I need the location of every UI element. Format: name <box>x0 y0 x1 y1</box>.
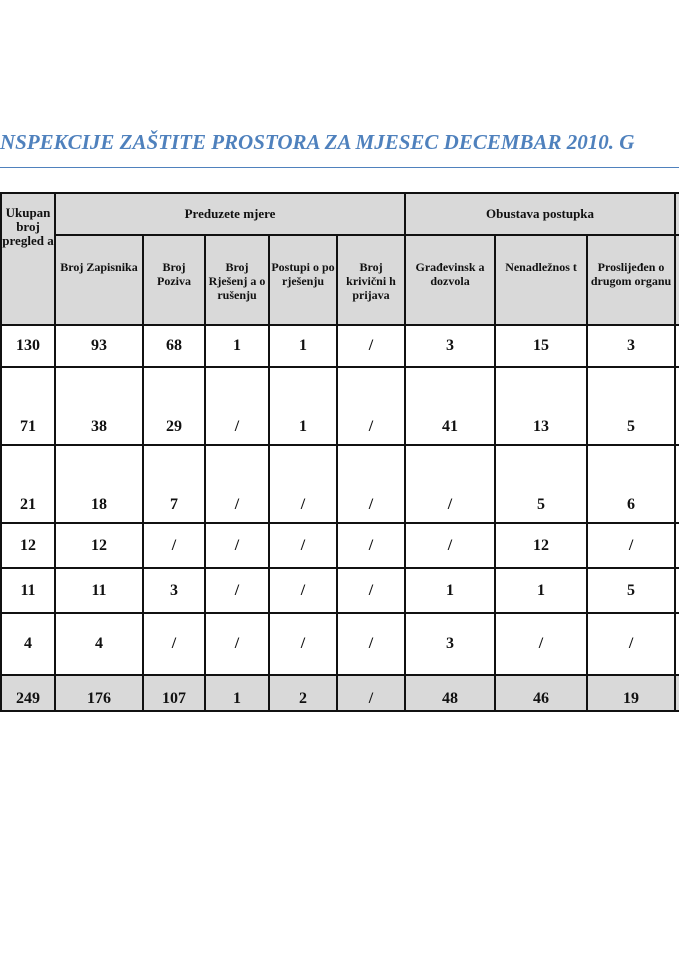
inspection-table <box>0 192 679 712</box>
table-cell: 68 <box>143 325 205 367</box>
table-cell: 12 <box>1 523 55 568</box>
total-cell: 48 <box>405 675 495 711</box>
table-cell: / <box>337 445 405 523</box>
table-cell: 1 <box>205 325 269 367</box>
table-cell: / <box>143 523 205 568</box>
table-cell: / <box>405 445 495 523</box>
table-row <box>1 523 679 568</box>
table-cell: 15 <box>495 325 587 367</box>
table-cell-cut <box>675 367 679 445</box>
column-header: Broj krivični h prijava <box>337 235 405 325</box>
table-cell: 1 <box>269 325 337 367</box>
table-cell: / <box>269 445 337 523</box>
table-cell: 6 <box>587 445 675 523</box>
table-cell: / <box>587 523 675 568</box>
table-cell: / <box>205 367 269 445</box>
table-cell: / <box>337 367 405 445</box>
header-ukupan: Ukupan broj pregled a <box>1 193 55 325</box>
table-cell: / <box>337 613 405 675</box>
total-cell: 19 <box>587 675 675 711</box>
table-cell: 21 <box>1 445 55 523</box>
column-header: Broj Rješenj a o rušenju <box>205 235 269 325</box>
table-cell: 3 <box>405 325 495 367</box>
table-cell: / <box>337 568 405 613</box>
table-cell: 38 <box>55 367 143 445</box>
table-cell: 3 <box>405 613 495 675</box>
table-cell: 1 <box>405 568 495 613</box>
table-cell-cut <box>675 325 679 367</box>
column-header: Građevinsk a dozvola <box>405 235 495 325</box>
table-cell: 18 <box>55 445 143 523</box>
table-cell: 12 <box>495 523 587 568</box>
table-cell: 11 <box>55 568 143 613</box>
table-cell: / <box>587 613 675 675</box>
column-header: Nenadležnos t <box>495 235 587 325</box>
table-cell: 29 <box>143 367 205 445</box>
header-preduzete-mjere: Preduzete mjere <box>55 193 405 235</box>
table-cell: 41 <box>405 367 495 445</box>
table-cell: 4 <box>1 613 55 675</box>
table-row <box>1 367 679 445</box>
table-cell: 11 <box>1 568 55 613</box>
header-cut <box>675 193 679 235</box>
total-cell: 107 <box>143 675 205 711</box>
table-cell-cut <box>675 568 679 613</box>
total-cell: 176 <box>55 675 143 711</box>
table-cell: 1 <box>269 367 337 445</box>
table-cell: / <box>269 613 337 675</box>
table-cell-cut <box>675 613 679 675</box>
header-obustava-postupka: Obustava postupka <box>405 193 675 235</box>
total-cell: 2 <box>269 675 337 711</box>
column-header: Postupi o po rješenju <box>269 235 337 325</box>
table-cell: 5 <box>587 367 675 445</box>
table-row <box>1 568 679 613</box>
table-cell: / <box>405 523 495 568</box>
table-cell: 3 <box>587 325 675 367</box>
table-row <box>1 445 679 523</box>
table-row <box>1 325 679 367</box>
table-row <box>1 613 679 675</box>
table-cell: 93 <box>55 325 143 367</box>
column-header: Broj Zapisnika <box>55 235 143 325</box>
total-cell: 1 <box>205 675 269 711</box>
table-cell: / <box>205 445 269 523</box>
table-cell: 71 <box>1 367 55 445</box>
column-header: Broj Poziva <box>143 235 205 325</box>
table-cell: 13 <box>495 367 587 445</box>
table-cell: 1 <box>495 568 587 613</box>
total-cell: / <box>337 675 405 711</box>
table-cell: 130 <box>1 325 55 367</box>
table-cell: / <box>205 568 269 613</box>
total-row <box>1 675 679 711</box>
title-underline <box>0 167 679 168</box>
table-cell: 3 <box>143 568 205 613</box>
table-cell: / <box>269 568 337 613</box>
table-cell: 7 <box>143 445 205 523</box>
total-cell: 249 <box>1 675 55 711</box>
table-cell: / <box>205 613 269 675</box>
table-cell-cut <box>675 523 679 568</box>
table-cell: / <box>495 613 587 675</box>
table-cell: / <box>205 523 269 568</box>
table-cell: / <box>337 523 405 568</box>
table-cell: / <box>269 523 337 568</box>
total-cell-cut <box>675 675 679 711</box>
table-cell: 5 <box>495 445 587 523</box>
page-title: NSPEKCIJE ZAŠTITE PROSTORA ZA MJESEC DECEMBAR 2010. G <box>0 130 635 154</box>
table-cell: 12 <box>55 523 143 568</box>
total-cell: 46 <box>495 675 587 711</box>
table-cell: / <box>143 613 205 675</box>
table-cell: 4 <box>55 613 143 675</box>
column-header-cut <box>675 235 679 325</box>
table-cell: / <box>337 325 405 367</box>
column-header: Proslijeđen o drugom organu <box>587 235 675 325</box>
table-cell-cut <box>675 445 679 523</box>
table-cell: 5 <box>587 568 675 613</box>
